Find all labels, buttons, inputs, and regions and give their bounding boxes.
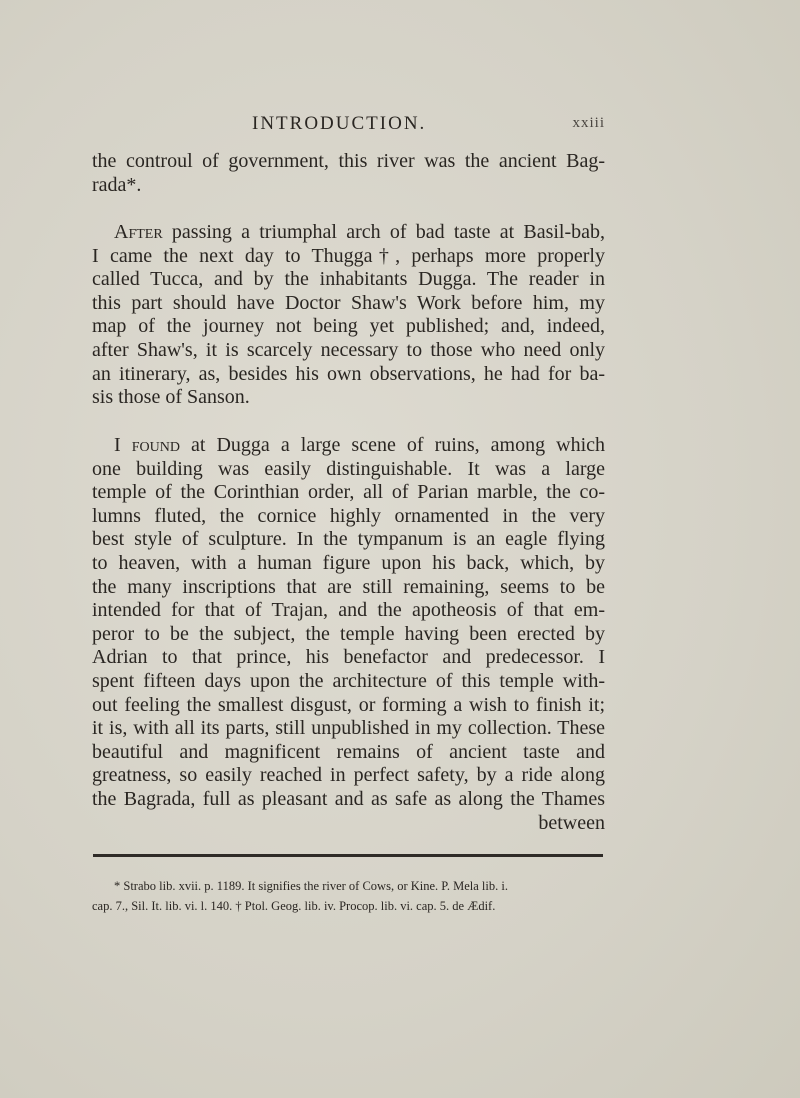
text-line: out feeling the smallest disgust, or forming a wish to finish it; [92,693,605,716]
text-line: temple of the Corinthian order, all of Parian marble, the co- [92,481,605,504]
lead-word: After [114,221,163,243]
text-line: to heaven, with a human figure upon his back, which, by [92,551,605,574]
text-line: after Shaw's, it is scarcely necessary to those who need only [92,338,605,361]
text-line: sis those of Sanson. [92,386,250,409]
line-text: at Dugga a large scene of ruins, among which [191,434,606,456]
text-line: the controul of government, this river was the ancient Bag- [92,150,605,172]
footnote-line: * Strabo lib. xvii. p. 1189. It signifies the river of Cows, or Kine. P. Mela lib. i. [114,879,508,893]
footnote-rule [93,854,603,857]
text-line: an itinerary, as, besides his own observations, he had for ba- [92,362,605,385]
text-line: best style of sculpture. In the tympanum is an eagle flying [92,528,605,551]
text-line: the Bagrada, full as pleasant and as safe as along the Thames [92,787,605,810]
lead-word: I found [114,434,180,456]
footnotes [92,876,592,916]
text-line: this part should have Doctor Shaw's Work before him, my [92,291,605,314]
text-line: called Tucca, and by the inhabitants Dugga. The reader in [92,268,605,291]
paragraph-dugga [92,434,605,835]
text-line: Adrian to that prince, his benefactor and predecessor. I [92,646,605,669]
text-line: intended for that of Trajan, and the apotheosis of that em- [92,599,605,622]
running-title: INTRODUCTION. [252,113,427,134]
line-text: passing a triumphal arch of bad taste at Basil-bab, [171,221,606,243]
text-line: spent fifteen days upon the architecture of this temple with- [92,669,605,692]
text-line: map of the journey not being yet published; and, indeed, [92,315,605,338]
text-line: beautiful and magnificent remains of ancient taste and [92,740,605,763]
paragraph-thugga [92,221,605,410]
page-number: xxiii [572,115,605,131]
footnote-line: cap. 7., Sil. It. lib. vi. l. 140. † Ptol. Geog. lib. iv. Procop. lib. vi. cap. 5. de Ædif. [92,899,496,913]
text-line: one building was easily distinguishable. It was a large [92,457,605,480]
text-line: rada*. [92,173,142,196]
text-line: greatness, so easily reached in perfect safety, by a ride along [92,764,605,787]
paragraph-continued [92,150,605,197]
text-line [92,434,605,458]
catchword: between [538,811,605,834]
text-line: the many inscriptions that are still remaining, seems to be [92,575,605,598]
text-line: peror to be the subject, the temple having been erected by [92,622,605,645]
text-line: I came the next day to Thugga†, perhaps more properly [92,244,605,267]
text-line: lumns fluted, the cornice highly ornamented in the very [92,504,605,527]
text-line [92,221,605,245]
text-line: it is, with all its parts, still unpublished in my collection. These [92,717,605,740]
running-header [92,113,605,137]
